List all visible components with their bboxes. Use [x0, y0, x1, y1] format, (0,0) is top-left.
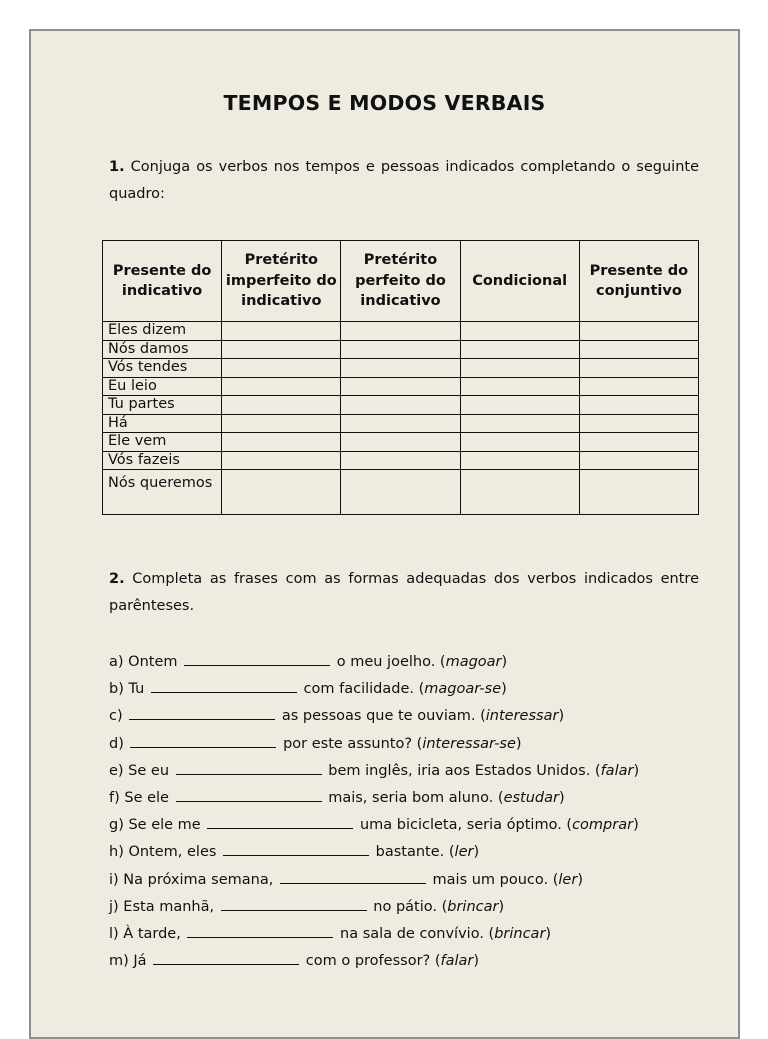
answer-cell[interactable] — [222, 451, 341, 470]
exercise-item — [109, 703, 709, 730]
answer-cell[interactable] — [579, 470, 698, 515]
exercise-item — [109, 812, 709, 839]
exercise-prefix: c) — [109, 708, 128, 725]
answer-cell[interactable] — [222, 396, 341, 415]
verb-hint: comprar — [572, 817, 634, 834]
answer-blank[interactable] — [223, 854, 369, 856]
answer-cell[interactable] — [460, 470, 579, 515]
exercise-prefix: l) À tarde, — [109, 925, 186, 942]
answer-blank[interactable] — [176, 800, 322, 802]
answer-cell[interactable] — [222, 433, 341, 452]
exercise-suffix: o meu joelho. ( — [332, 654, 446, 670]
answer-cell[interactable] — [579, 451, 698, 470]
row-label: Nós queremos — [103, 470, 222, 515]
conjugation-table — [102, 240, 699, 515]
row-label: Vós tendes — [103, 359, 222, 378]
exercise-prefix: g) Se ele me — [109, 817, 206, 834]
exercise-item — [109, 731, 709, 758]
paren-close: ) — [558, 789, 565, 806]
answer-cell[interactable] — [341, 451, 460, 470]
answer-blank[interactable] — [187, 936, 333, 938]
table-row — [103, 414, 699, 433]
answer-cell[interactable] — [460, 359, 579, 378]
answer-blank[interactable] — [280, 882, 426, 884]
row-label: Ele vem — [103, 433, 222, 452]
table-row — [103, 451, 699, 470]
answer-blank[interactable] — [129, 718, 275, 720]
table-row — [103, 433, 699, 452]
exercise-prefix: h) Ontem, eles — [109, 844, 222, 861]
verb-hint: ler — [454, 844, 474, 861]
header-preterito-imperfeito: Pretérito imperfeito do indicativo — [222, 241, 341, 322]
answer-cell[interactable] — [579, 340, 698, 359]
paren-close: ) — [633, 762, 640, 779]
verb-hint: interessar — [485, 708, 559, 725]
exercise-item — [109, 676, 709, 703]
verb-hint: magoar — [445, 654, 502, 670]
exercise-item — [109, 894, 709, 921]
question-2 — [109, 566, 699, 620]
exercise-suffix: as pessoas que te ouviam. ( — [277, 708, 486, 725]
exercise-suffix: uma bicicleta, seria óptimo. ( — [355, 817, 573, 834]
table-row — [103, 396, 699, 415]
header-preterito-perfeito: Pretérito perfeito do indicativo — [341, 241, 460, 322]
answer-cell[interactable] — [579, 396, 698, 415]
exercise-suffix: no pátio. ( — [368, 898, 448, 915]
answer-cell[interactable] — [579, 322, 698, 341]
exercise-item — [109, 921, 709, 948]
answer-cell[interactable] — [222, 359, 341, 378]
verb-hint: falar — [440, 953, 474, 970]
answer-blank[interactable] — [130, 746, 276, 748]
exercise-list — [109, 649, 709, 975]
exercise-prefix: d) — [109, 735, 129, 752]
answer-cell[interactable] — [460, 322, 579, 341]
row-label: Eu leio — [103, 377, 222, 396]
exercise-suffix: na sala de convívio. ( — [335, 925, 495, 942]
row-label: Vós fazeis — [103, 451, 222, 470]
row-label: Há — [103, 414, 222, 433]
exercise-prefix: m) Já — [109, 953, 152, 970]
verb-hint: brincar — [494, 925, 546, 942]
answer-cell[interactable] — [341, 396, 460, 415]
answer-blank[interactable] — [176, 773, 322, 775]
exercise-suffix: mais, seria bom aluno. ( — [323, 789, 504, 806]
row-label: Tu partes — [103, 396, 222, 415]
exercise-suffix: com facilidade. ( — [298, 681, 425, 698]
table-row — [103, 470, 699, 515]
paren-close: ) — [515, 735, 522, 752]
answer-cell[interactable] — [579, 414, 698, 433]
paren-close: ) — [577, 871, 583, 888]
question-2-number: 2. — [109, 571, 125, 587]
exercise-item — [109, 649, 709, 676]
header-presente-indicativo: Presente do indicativo — [103, 241, 222, 322]
answer-cell[interactable] — [222, 322, 341, 341]
exercise-item — [109, 867, 709, 894]
answer-cell[interactable] — [579, 359, 698, 378]
answer-blank[interactable] — [221, 909, 367, 911]
answer-cell[interactable] — [460, 433, 579, 452]
question-1 — [109, 154, 699, 208]
exercise-suffix: bastante. ( — [371, 844, 455, 861]
exercise-prefix: i) Na próxima semana, — [109, 871, 278, 888]
paren-close: ) — [501, 654, 508, 670]
question-1-number: 1. — [109, 159, 125, 175]
answer-cell[interactable] — [579, 377, 698, 396]
answer-cell[interactable] — [460, 396, 579, 415]
answer-cell[interactable] — [341, 359, 460, 378]
answer-blank[interactable] — [207, 827, 353, 829]
answer-blank[interactable] — [151, 691, 297, 693]
answer-cell[interactable] — [222, 340, 341, 359]
exercise-suffix: mais um pouco. ( — [427, 871, 559, 888]
answer-cell[interactable] — [222, 414, 341, 433]
answer-blank[interactable] — [184, 664, 330, 666]
answer-cell[interactable] — [341, 470, 460, 515]
table-row — [103, 322, 699, 341]
answer-cell[interactable] — [460, 451, 579, 470]
row-label: Eles dizem — [103, 322, 222, 341]
paren-close: ) — [473, 844, 480, 861]
exercise-prefix: e) Se eu — [109, 762, 174, 779]
exercise-item — [109, 948, 709, 975]
question-1-text: Conjuga os verbos nos tempos e pessoas indicados completando o seguinte quadro: — [109, 159, 699, 202]
table-header-row — [103, 241, 699, 322]
paren-close: ) — [558, 708, 565, 725]
answer-cell[interactable] — [341, 340, 460, 359]
table-row — [103, 340, 699, 359]
exercise-prefix: b) Tu — [109, 681, 149, 698]
exercise-item — [109, 758, 709, 785]
page-title: TEMPOS E MODOS VERBAIS — [223, 91, 546, 115]
verb-hint: ler — [558, 871, 578, 888]
answer-cell[interactable] — [341, 414, 460, 433]
exercise-prefix: f) Se ele — [109, 789, 174, 806]
worksheet-page — [29, 29, 740, 1039]
exercise-suffix: com o professor? ( — [301, 953, 441, 970]
answer-cell[interactable] — [341, 322, 460, 341]
paren-close: ) — [545, 925, 552, 942]
answer-cell[interactable] — [341, 433, 460, 452]
verb-hint: estudar — [503, 789, 559, 806]
answer-cell[interactable] — [222, 377, 341, 396]
table-row — [103, 377, 699, 396]
answer-cell[interactable] — [341, 377, 460, 396]
answer-blank[interactable] — [153, 963, 299, 965]
paren-close: ) — [498, 898, 505, 915]
paren-close: ) — [473, 953, 480, 970]
verb-hint: interessar-se — [422, 735, 516, 752]
answer-cell[interactable] — [460, 340, 579, 359]
exercise-suffix: por este assunto? ( — [278, 735, 423, 752]
exercise-item — [109, 839, 709, 866]
header-presente-conjuntivo: Presente do conjuntivo — [579, 241, 698, 322]
answer-cell[interactable] — [222, 470, 341, 515]
answer-cell[interactable] — [460, 377, 579, 396]
table-row — [103, 359, 699, 378]
exercise-prefix: a) Ontem — [109, 654, 183, 670]
exercise-prefix: j) Esta manhã, — [109, 898, 219, 915]
exercise-suffix: bem inglês, iria aos Estados Unidos. ( — [323, 762, 601, 779]
verb-hint: falar — [600, 762, 634, 779]
header-condicional: Condicional — [460, 241, 579, 322]
row-label: Nós damos — [103, 340, 222, 359]
paren-close: ) — [633, 817, 639, 834]
paren-close: ) — [501, 681, 507, 698]
exercise-item — [109, 785, 709, 812]
answer-cell[interactable] — [579, 433, 698, 452]
verb-hint: brincar — [447, 898, 499, 915]
answer-cell[interactable] — [460, 414, 579, 433]
verb-hint: magoar-se — [424, 681, 502, 698]
question-2-text: Completa as frases com as formas adequadas dos verbos indicados entre parênteses. — [109, 571, 699, 614]
